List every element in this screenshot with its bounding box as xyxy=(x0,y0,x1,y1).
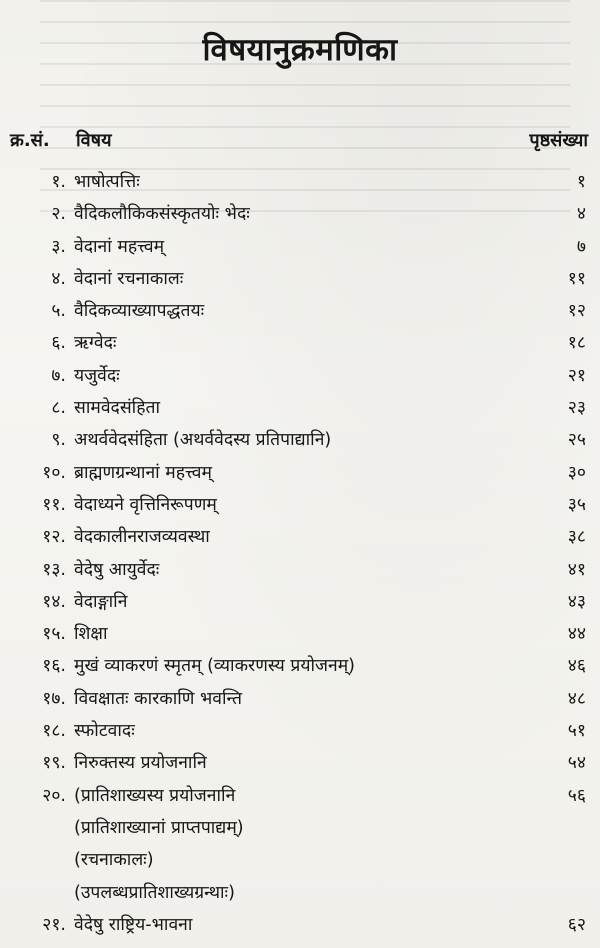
entry-page: ५४ xyxy=(567,753,586,774)
subentry-text: (रचनाकालः) xyxy=(74,850,154,871)
entry-subject: यजुर्वेदः xyxy=(74,365,120,386)
entry-number: २. xyxy=(51,204,66,225)
entry-number: १६. xyxy=(42,656,66,677)
entry-subject: अथर्ववेदसंहिता (अथर्ववेदस्य प्रतिपाद्यानि) xyxy=(74,430,332,451)
entry-subject: वेदानां महत्त्वम् xyxy=(74,236,165,257)
toc-entry xyxy=(0,231,600,263)
entry-number: २१. xyxy=(42,914,66,935)
entry-subject: वैदिकलौकिकसंस्कृतयोः भेदः xyxy=(74,204,250,225)
serial-column-header: क्र.सं. xyxy=(10,130,50,151)
entry-page: ४ xyxy=(576,204,586,225)
entry-page: ७ xyxy=(576,236,586,257)
subentry-text: (प्रातिशाख्यानां प्राप्तपाद्यम्) xyxy=(74,817,244,838)
entry-number: ६. xyxy=(51,333,66,354)
entry-subject: वैदिकव्याख्यापद्धतयः xyxy=(74,301,205,322)
subentry-text: (उपलब्धप्रातिशाख्यग्रन्थाः) xyxy=(74,882,235,903)
entry-page: ४१ xyxy=(567,559,586,580)
entry-subject: वेदाध्यने वृत्तिनिरूपणम् xyxy=(74,494,217,515)
entry-page: १८ xyxy=(567,333,586,354)
toc-entry xyxy=(0,327,600,359)
toc-entry xyxy=(0,650,600,682)
entry-number: ११. xyxy=(42,494,66,515)
entry-subject: सामवेदसंहिता xyxy=(74,398,161,419)
toc-entry xyxy=(0,392,600,424)
entry-subject: वेदाङ्गानि xyxy=(74,591,128,612)
toc-entry xyxy=(0,554,600,586)
entry-subject: ऋग्वेदः xyxy=(74,333,117,354)
toc-entry xyxy=(0,489,600,521)
entry-page: २५ xyxy=(567,430,586,451)
entry-number: ८. xyxy=(51,398,66,419)
entry-page: ३५ xyxy=(567,494,586,515)
entry-page: १२ xyxy=(567,301,586,322)
toc-entry xyxy=(0,457,600,489)
entry-number: २०. xyxy=(42,785,66,806)
entry-number: १७. xyxy=(42,688,66,709)
entry-subject: निरुक्तस्य प्रयोजनानि xyxy=(74,753,207,774)
entry-page: ४८ xyxy=(567,688,586,709)
entry-subject: स्फोटवादः xyxy=(74,721,135,742)
toc-entry xyxy=(0,424,600,456)
entry-page: १ xyxy=(576,172,586,192)
toc-entry xyxy=(0,295,600,327)
toc-entry xyxy=(0,780,600,812)
toc-entry xyxy=(0,618,600,650)
page-column-header: पृष्ठसंख्या xyxy=(529,130,588,151)
entry-number: १०. xyxy=(42,462,66,483)
toc-entry xyxy=(0,586,600,618)
entry-subject: भाषोत्पत्तिः xyxy=(74,172,140,192)
entry-page: ११ xyxy=(567,268,586,289)
entry-number: १९. xyxy=(42,753,66,774)
entry-page: ४६ xyxy=(567,656,586,677)
toc-subentry xyxy=(0,877,600,909)
entry-number: ५. xyxy=(51,301,66,322)
entry-number: १४. xyxy=(42,591,66,612)
entry-number: १२. xyxy=(42,527,66,548)
entry-subject: मुखं व्याकरणं स्मृतम् (व्याकरणस्य प्रयोजनम्) xyxy=(74,656,355,677)
entry-subject: वेदेषु राष्ट्रिय-भावना xyxy=(74,914,193,935)
entry-subject: ब्राह्मणग्रन्थानां महत्त्वम् xyxy=(74,462,212,483)
entry-page: २३ xyxy=(567,398,586,419)
toc-subentry xyxy=(0,812,600,844)
subject-column-header: विषय xyxy=(76,130,112,151)
toc-entry xyxy=(0,198,600,230)
entry-page: ५६ xyxy=(567,785,586,806)
toc-entry xyxy=(0,715,600,747)
toc-entry xyxy=(0,360,600,392)
entry-number: ७. xyxy=(51,365,66,386)
entry-subject: विवक्षातः कारकाणि भवन्ति xyxy=(74,688,242,709)
entry-page: ६२ xyxy=(567,914,586,935)
entry-number: १. xyxy=(51,172,66,192)
entry-subject: शिक्षा xyxy=(74,624,108,645)
toc-subentry xyxy=(0,844,600,876)
toc-header xyxy=(0,128,600,154)
entry-page: ३० xyxy=(567,462,586,483)
entry-number: ९. xyxy=(51,430,66,451)
entry-page: २१ xyxy=(567,365,586,386)
entry-number: ३. xyxy=(51,236,66,257)
entry-subject: वेदानां रचनाकालः xyxy=(74,268,184,289)
toc-entry xyxy=(0,747,600,779)
entry-number: १५. xyxy=(42,624,66,645)
toc-entry xyxy=(0,521,600,553)
toc-entry xyxy=(0,909,600,941)
toc-entry xyxy=(0,166,600,198)
entry-page: ४४ xyxy=(567,624,586,645)
entry-number: ४. xyxy=(51,268,66,289)
entry-page: ५१ xyxy=(567,721,586,742)
toc-entry xyxy=(0,263,600,295)
entry-number: १८. xyxy=(42,721,66,742)
entry-subject: (प्रातिशाख्यस्य प्रयोजनानि xyxy=(74,785,236,806)
toc-entry xyxy=(0,683,600,715)
toc-list xyxy=(0,166,600,941)
entry-number: १३. xyxy=(42,559,66,580)
entry-subject: वेदेषु आयुर्वेदः xyxy=(74,559,160,580)
entry-subject: वेदकालीनराजव्यवस्था xyxy=(74,527,210,548)
page-title: विषयानुक्रमणिका xyxy=(202,32,398,68)
entry-page: ४३ xyxy=(567,591,586,612)
entry-page: ३८ xyxy=(567,527,586,548)
